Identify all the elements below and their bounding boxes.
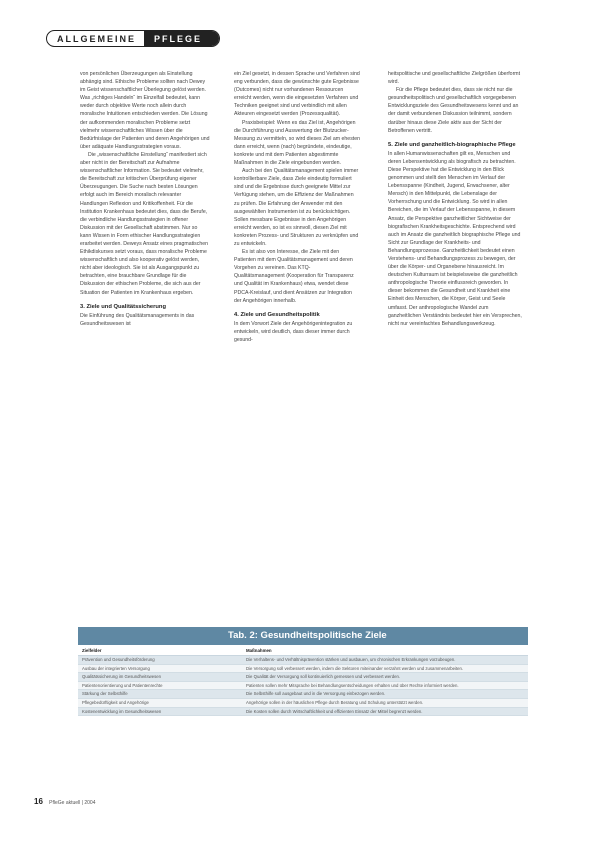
table-cell: Stärkung der Selbsthilfe xyxy=(82,691,128,697)
table-cell: Die Selbsthilfe soll ausgebaut und in die Versorgung einbezogen werden. xyxy=(246,691,386,697)
table-row xyxy=(78,699,528,708)
table-cell: Die Verhaltens- und Verhältnisprävention stärken und ausbauen, um chronischen Erkrankungen vorzubeugen. xyxy=(246,657,456,662)
table-cell: Ausbau der integrierten Versorgung xyxy=(82,665,150,671)
paragraph: Die „wissenschaftliche Einstellung“ manifestiert sich aber nicht in der Bereitschaft zur Aufnahme wissenschaftlicher Information. Sie bedeutet vielmehr, die Bereitschaft zur kritischen Überprüfung eigener Überzeugungen. Die Suche nach besten Lösungen erfolgt auch im Bereich moralisch relevanter Handlungen Reflexion und Kritikoffenheit. Für die Institution Krankenhaus bedeutet dies, dass die Berufe, die verbindliche Handlungsstrategien in offener Diskussion mit der Gesellschaft abstimmen. Nur so kann Wissen in Form ethischer Handlungsstrategien erarbeitet werden. Deweys Ansatz eines pragmatischen Ethikdiskurses setzt voraus, dass moralische Probleme wissenschaftlich und also kooperativ gelöst werden, nicht aber ideologisch. Sie ist als Ausgangspunkt zu betrachten, eine brauchbare Grundlage für die Diskussion der ethischen Probleme, die sich aus der Situation der Patienten im Krankenhaus ergeben. xyxy=(80,151,209,296)
page-number: 16 xyxy=(34,797,43,806)
table-cell: Patienten sollen mehr Mitsprache bei Behandlungsentscheidungen erhalten und über Rechte informiert werden. xyxy=(246,682,459,688)
section-header-label: ALLGEMEINE xyxy=(57,33,137,44)
magazine-issue: PfleGe aktuell | 2004 xyxy=(49,800,96,806)
paragraph: Praxisbeispiel: Wenn es das Ziel ist, Angehörigen die Durchführung und Auswertung der Blutzucker-Messung zu vermitteln, so wird dieses Ziel am ehesten dann erreicht, wenn (nach) begründete, eindeutige, konkrete und mit dem Patienten abgestimmte Maßnahmen in die Ziele eingebunden werden. xyxy=(234,119,360,167)
table-cell: Angehörige sollen in der häuslichen Pflege durch Beratung und Schulung unterstützt werden. xyxy=(246,699,424,705)
goals-table xyxy=(78,627,528,716)
table-cell: Pflegebedürftigkeit und Angehörige xyxy=(82,699,149,705)
column-header-zielfelder: Zielfelder xyxy=(82,648,102,653)
table-row xyxy=(78,690,528,699)
table-cell: Die Versorgung soll verbessert werden, indem die Sektoren miteinander verzahnt werden und zusammenarbeiten. xyxy=(246,665,464,671)
paragraph: ein Ziel gesetzt, in dessen Sprache und Verfahren sind eng verbunden, dass die gewünschte gute Ergebnisse (Outcomes) nicht nur vorhandenen Ressourcen erreicht werden, wenn die eingesetzten Verfahren und Techniken geeignet sind und verbindlich mit allen Akteuren eingesetzt werden (Prozessqualität). xyxy=(234,71,360,118)
section-heading-qualitaet: 3. Ziele und Qualitätssicherung xyxy=(80,303,167,310)
table-cell: Die Qualität der Versorgung soll kontinuierlich gemessen und verbessert werden. xyxy=(246,674,401,680)
paragraph: In allen Humanwissenschaften gilt es, Menschen und deren Lebensentwicklung als biografisch zu betrachten. Diese Perspektive hat die Entwicklung in den Blick genommen und stellt den Menschen im Verlauf der Lebensspanne (Kindheit, Jugend, Erwachsener, alter Mensch) in den Mittelpunkt, die Lebenslage der Vorherrschung und die Entwicklung. So wird in allen Bereichen, die im Verlauf der Lebensspanne, in diesem Ansatz, die Perspektive ganzheitlicher Sichtweise der biografischen Krankheitsgeschichte. Entsprechend wird auch im Ansatz die ganzheitlich biographische Pflege und Sicht zur Grundlage der Krankheits- und Behandlungsprozesse. Ganzheitlichkeit bedeutet einen Verstehens- und Behandlungsprozess zu bewegen, der über die Körper- und Organebene hinausreicht. Im deutschen Kulturraum ist beispielsweise die ganzheitlich anthropologische Theorie einflussreich geworden. In dieser bekommen die Gesundheit und Krankheit eine Einheit des Menschen, die Körper, Geist und Seele umfasst. Der anthropologische Wandel zum ganzheitlichen Verständnis bedeutet hier ein Versprechen, nicht nur vereinfachtes Behandlungswerkzeug. xyxy=(388,150,522,327)
page-footer xyxy=(34,797,95,806)
text-column-2 xyxy=(234,70,360,344)
table-row xyxy=(78,682,528,691)
paragraph: Für die Pflege bedeutet dies, dass sie nicht nur die gesundheitspolitisch und gesellschaftlich vorgegebenen Entwicklungsziele des Gesundheitswesens kennt und an der damit verbundenen Diskussion teilnimmt, sondern darüber hinaus diese Ziele aktiv aus der Sicht der Betroffenen vertritt. xyxy=(388,87,519,134)
paragraph: Es ist also von Interesse, die Ziele mit den Patienten mit dem Qualitätsmanagement und deren Vorgehen zu vereinen. Das KTQ-Qualitätsmanagement (Kooperation für Transparenz und Qualität im Krankenhaus) etwa, wendet diese PDCA-Kreislauf, und dient Ansätzen zur Integration der Angehörigen innerhalb. xyxy=(234,249,354,304)
text-column-3 xyxy=(388,70,523,328)
paragraph: von persönlichen Überzeugungen als Einstellung abhängig sind. Ethische Probleme sollten nach Dewey im Geist wissenschaftlicher Überlegung gelöst werden. Was „richtiges Handeln“ im Einzelfall bedeutet, kann weder durch objektive Werte noch allein durch moralische Intuitionen entschieden werden. Die Lösung der aufkommenden moralischen Probleme setzt vielmehr wissenschaftliches Wissen über die Bedürfnislage der Patienten und deren Angehörigen und über adäquate Handlungsstrategien voraus. xyxy=(80,71,210,150)
table-row xyxy=(78,656,528,665)
paragraph: heitspolitische und gesellschaftliche Zielgrößen überformt wird. xyxy=(388,71,521,86)
paragraph: Die Einführung des Qualitätsmanagements in das Gesundheitswesen ist xyxy=(80,312,195,327)
table-body xyxy=(78,656,528,716)
text-column-1 xyxy=(80,70,210,328)
table-cell: Prävention und Gesundheitsförderung xyxy=(82,657,155,662)
section-heading-gesundheitspolitik: 4. Ziele und Gesundheitspolitik xyxy=(234,311,320,318)
column-header-massnahmen: Maßnahmen xyxy=(246,648,272,653)
table-row xyxy=(78,708,528,717)
table-row xyxy=(78,665,528,674)
table-header-row xyxy=(78,645,528,656)
section-header xyxy=(46,30,220,47)
table-cell: Kostenentwicklung im Gesundheitswesen xyxy=(82,708,162,714)
table-cell: Die Kosten sollen durch Wirtschaftlichkeit und effizienten Einsatz der Mittel begrenzt werden. xyxy=(246,708,423,714)
paragraph: Auch bei den Qualitätsmanagement spielen immer kontrollierbare Ziele, dass Ziele eindeutig formuliert sind und die Ergebnisse durch geeignete Mittel zur Verfügung stehen, um die Effizienz der Maßnahmen zu prüfen. Die Erfahrung der Anwender mit den ausgewählten Instrumenten ist zu berücksichtigen. Sollen messbare Ergebnisse in den Angehörigen erreicht werden, so ist es sinnvoll, diesen Ziel mit konkreten Prozess- und Strukturen zu verknüpfen und zu entwickeln. xyxy=(234,168,359,247)
table-cell: Patientenorientierung und Patientenrechte xyxy=(82,682,163,688)
paragraph: In dem Vorwort Ziele der Angehörigenintegration zu entwickeln, wird deutlich, dass dieser immer durch gesund- xyxy=(234,320,353,343)
table-title: Tab. 2: Gesundheitspolitische Ziele xyxy=(78,627,528,645)
table-cell: Qualitätssicherung im Gesundheitswesen xyxy=(82,674,162,680)
table-row xyxy=(78,673,528,682)
section-heading-biographie: 5. Ziele und ganzheitlich-biographische Pflege xyxy=(388,141,516,148)
section-header-category: PFLEGE xyxy=(144,31,219,46)
